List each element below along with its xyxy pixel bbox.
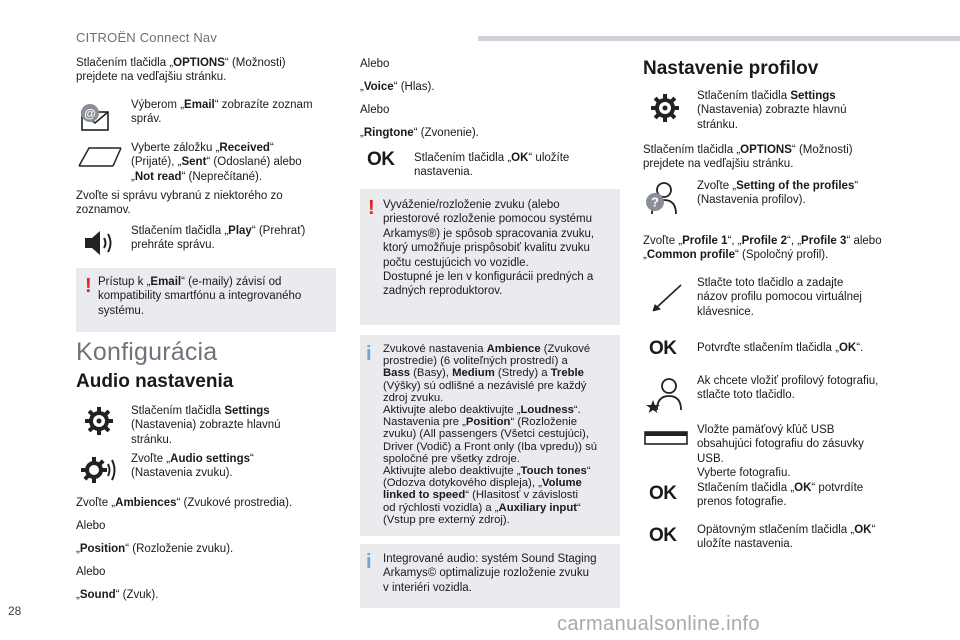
header-title: CITROËN Connect Nav (76, 30, 218, 45)
warning-icon: ! (85, 275, 92, 297)
photo-paragraph: Ak chcete vložiť profilový fotografiu, stlačte toto tlačidlo. (697, 375, 879, 402)
ok-icon: OK (649, 483, 677, 504)
setting-profiles-paragraph: Zvoľte „Setting of the profiles“ (Nastavenia profilov). (697, 180, 859, 207)
play-paragraph: Stlačením tlačidla „Play“ (Prehrať) prehráte správu. (131, 225, 306, 252)
profile-question-icon (644, 180, 678, 216)
profiles-title: Nastavenie profilov (643, 58, 819, 79)
ok-save-paragraph: Stlačením tlačidla „OK“ uložíte nastavenia. (414, 152, 570, 179)
info-icon: i (366, 343, 372, 365)
warning-text-email: Prístup k „Email“ (e-maily) závisí od kompatibility smartfónu a integrovaného systému. (98, 276, 302, 317)
choose-message-paragraph: Zvoľte si správu vybranú z niektorého zo zoznamov. (76, 190, 283, 217)
position-paragraph: „Position“ (Rozloženie zvuku). (76, 543, 234, 555)
svg-text:@: @ (84, 106, 96, 121)
svg-text:?: ? (651, 194, 659, 210)
warning-icon: ! (368, 197, 375, 219)
save-settings-paragraph: Opätovným stlačením tlačidla „OK“ uložíte nastavenia. (697, 524, 876, 551)
audio-settings-icon (80, 454, 120, 486)
info-text-arkamys: Integrované audio: systém Sound Staging Arkamys© optimalizuje rozloženie zvuku v interiéri vozidla. (383, 553, 597, 594)
tab-paragraph: Vyberte záložku „Received“ (Prijaté), „Sent“ (Odoslané) alebo „Not read“ (Neprečítané). (131, 142, 302, 183)
or-text: Alebo (76, 566, 106, 578)
ringtone-paragraph: „Ringtone“ (Zvonenie). (360, 127, 479, 139)
info-text-audio: Zvukové nastavenia Ambience (Zvukové prostredie) (6 voliteľných prostredí) a Bass (Basy), Medium (Stredy) a Treble (Výšky) sú odlišné a nezávislé pre každý zdroj zvuku. Aktivujte alebo deaktivujte „Loudness“. Nastavenia pre „Position“ (Rozloženie zvuku) (All passengers (Všetci cestujúci), Driver (Vodič) a Front only (Iba vpredu)) sú spoločné pre všetky zdroje. Aktivujte alebo deaktivujte „Touch tones“ (Odozva dotykového displeja), „Volume linked to speed“ (Hlasitosť v závislosti od rýchlosti vozidla) a „Auxiliary input“ (Vstup pre externý zdroj). (383, 343, 598, 526)
voice-paragraph: „Voice“ (Hlas). (360, 81, 435, 93)
info-icon: i (366, 551, 372, 573)
audio-settings-paragraph: Zvoľte „Audio settings“ (Nastavenia zvuku). (131, 453, 254, 480)
pencil-icon (651, 282, 685, 312)
or-text: Alebo (360, 104, 390, 116)
subsection-title: Audio nastavenia (76, 371, 234, 392)
edit-name-paragraph: Stlačte toto tlačidlo a zadajte názov profilu pomocou virtuálnej klávesnice. (697, 277, 862, 318)
choose-profile-paragraph: Zvoľte „Profile 1“, „Profile 2“, „Profile 3“ alebo „Common profile“ (Spoločný profil). (643, 235, 882, 262)
usb-icon (644, 428, 688, 448)
email-icon (78, 102, 112, 132)
usb-paragraph: Vložte pamäťový kľúč USB obsahujúci fotografiu do zásuvky USB. Vyberte fotografiu. (697, 424, 864, 480)
ok-icon: OK (649, 338, 677, 359)
profiles-options-paragraph: Stlačením tlačidla „OPTIONS“ (Možnosti) prejdete na vedľajšiu stránku. (643, 144, 853, 171)
section-title: Konfigurácia (76, 338, 218, 366)
gear-icon (650, 93, 680, 123)
ambiences-paragraph: Zvoľte „Ambiences“ (Zvukové prostredia). (76, 497, 293, 509)
email-paragraph: Výberom „Email“ zobrazíte zoznam správ. (131, 99, 313, 126)
or-text: Alebo (76, 520, 106, 532)
page-number: 28 (8, 604, 22, 618)
warning-text-balance: Vyváženie/rozloženie zvuku (alebo priestorové rozloženie pomocou systému Arkamys®) je spôsob spracovania zvuku, ktorý umožňuje prispôsobiť kvalitu zvuku počtu cestujúcich vo vozidle. Dostupné je len v konfigurácii predných a zadných reproduktorov. (383, 199, 595, 298)
tab-icon (77, 146, 123, 168)
ok-icon: OK (649, 525, 677, 546)
ok-icon: OK (367, 149, 395, 170)
sound-paragraph: „Sound“ (Zvuk). (76, 589, 159, 601)
confirm-ok-paragraph: Potvrďte stlačením tlačidla „OK“. (697, 342, 864, 354)
settings-paragraph: Stlačením tlačidla Settings (Nastavenia) zobrazte hlavnú stránku. (131, 405, 281, 446)
header-bar (478, 36, 960, 41)
photo-transfer-paragraph: Stlačením tlačidla „OK“ potvrdíte prenos fotografie. (697, 482, 864, 509)
speaker-icon (83, 228, 117, 258)
or-text: Alebo (360, 58, 390, 70)
gear-icon (84, 406, 114, 436)
options-paragraph: Stlačením tlačidla „OPTIONS“ (Možnosti) prejdete na vedľajšiu stránku. (76, 57, 286, 84)
profile-photo-icon (645, 376, 685, 416)
profiles-settings-paragraph: Stlačením tlačidla Settings (Nastavenia) zobrazte hlavnú stránku. (697, 90, 847, 131)
watermark: carmanualsonline.info (557, 613, 760, 635)
